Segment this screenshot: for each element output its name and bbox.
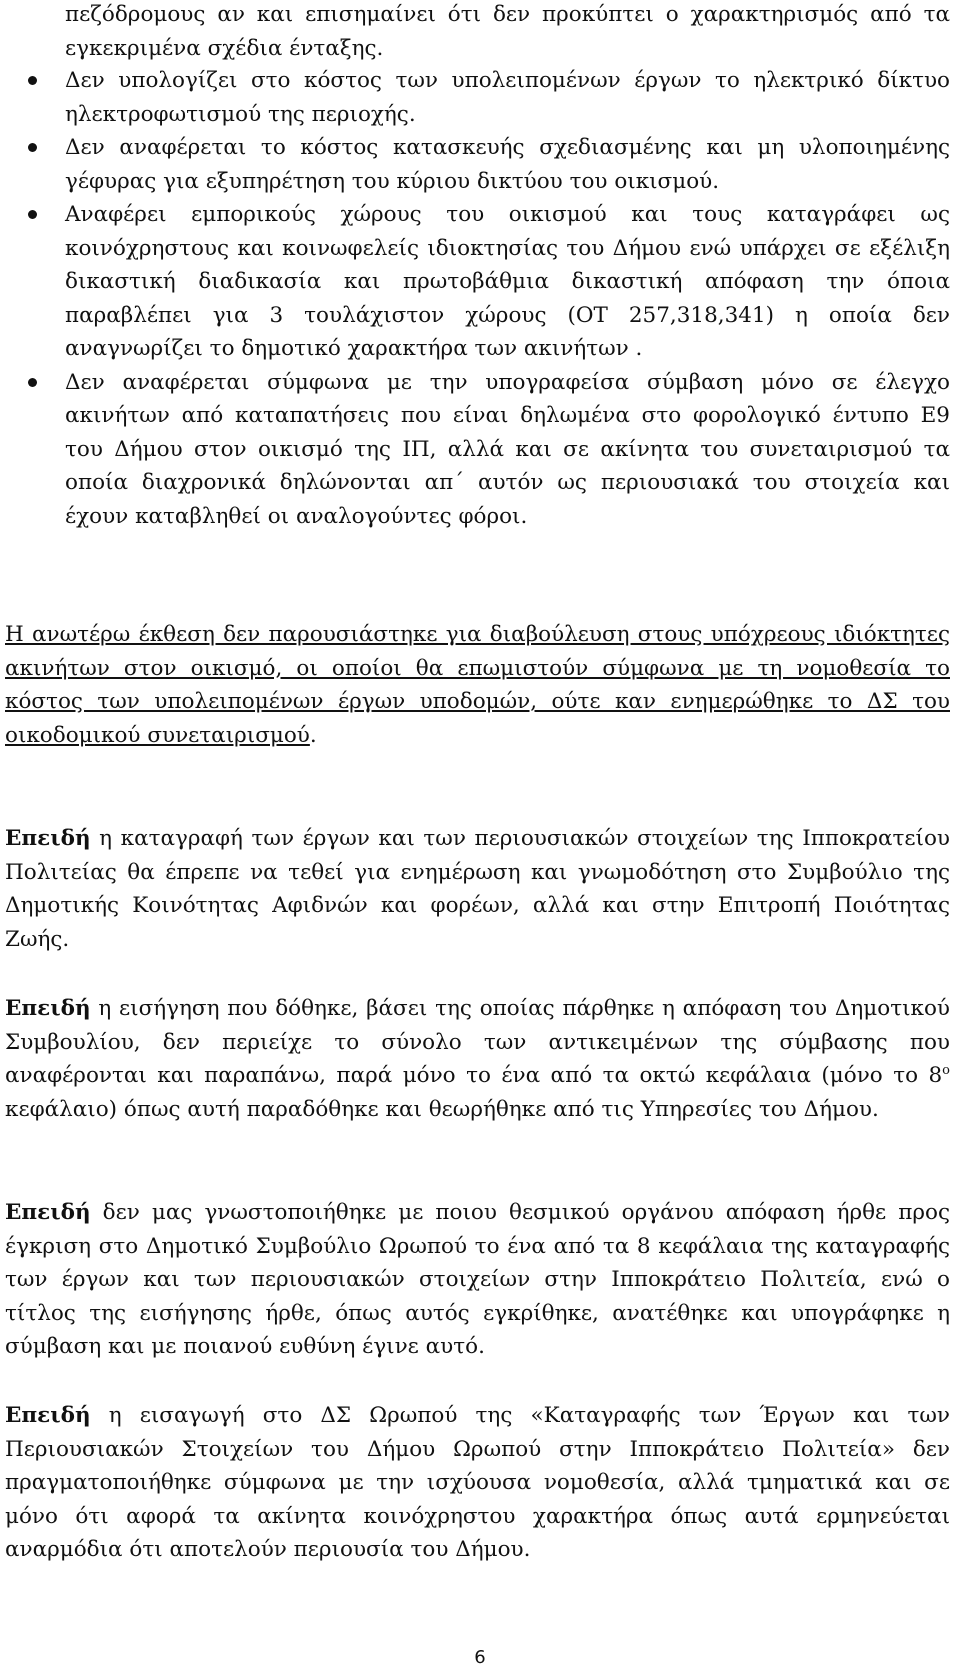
- paragraph-text: η εισαγωγή στο ΔΣ Ωρωπού της «Καταγραφής των Έργων και των Περιουσιακών Στοιχείων του Δήμου Ωρωπού στην Ιπποκράτειο Πολιτεία» δεν πραγματοποιήθηκε σύμφωνα με την ισχύουσα νομοθεσία, αλλά τμηματικά και σε μόνο ότι αφορά τα ακίνητα κοινόχρηστου χαρακτήρα όπως αυτά ερμηνεύεται αναρμόδια ότι αποτελούν περιουσία του Δήμου.: [5, 1403, 950, 1562]
- bullet-text: Δεν υπολογίζει στο κόστος των υπολειπομένων έργων το ηλεκτρικό δίκτυο ηλεκτροφωτισμού της περιοχής.: [65, 68, 950, 127]
- superscript: ο: [942, 1062, 950, 1078]
- bullet-item: [28, 198, 950, 366]
- page-number: 6: [474, 1647, 486, 1668]
- paragraph-2: [5, 992, 950, 1126]
- bullet-item: [28, 64, 950, 131]
- paragraph-text-continued: κεφάλαιο) όπως αυτή παραδόθηκε και θεωρήθηκε από τις Υπηρεσίες του Δήμου.: [5, 1096, 879, 1122]
- bullet-item: [28, 131, 950, 198]
- bullet-text: Δεν αναφέρεται το κόστος κατασκευής σχεδιασμένης και μη υλοποιημένης γέφυρας για εξυπηρέτηση του κύριου δικτύου του οικισμού.: [65, 135, 950, 194]
- paragraph-lead: Επειδή: [5, 1403, 91, 1428]
- bullet-dot-icon: [28, 76, 37, 85]
- bullet-item: [28, 366, 950, 534]
- paragraph-1: [5, 822, 950, 956]
- paragraph-lead: Επειδή: [5, 996, 91, 1021]
- bullet-dot-icon: [28, 378, 37, 387]
- continuation-text: πεζόδρομους αν και επισημαίνει ότι δεν προκύπτει ο χαρακτηρισμός από τα εγκεκριμένα σχέδια ένταξης.: [65, 2, 950, 61]
- underlined-text: Η ανωτέρω έκθεση δεν παρουσιάστηκε για διαβούλευση στους υπόχρεους ιδιόκτητες ακινήτων στον οικισμό, οι οποίοι θα επωμιστούν σύμφωνα με τη νομοθεσία το κόστος των υπολειπομένων έργων υποδομών, ούτε καν ενημερώθηκε το ΔΣ του οικοδομικού συνεταιρισμού: [5, 622, 950, 748]
- bullet-dot-icon: [28, 210, 37, 219]
- bullet-text: Αναφέρει εμπορικούς χώρους του οικισμού και τους καταγράφει ως κοινόχρηστους και κοινωφελείς ιδιοκτησίας του Δήμου ενώ υπάρχει σε εξέλιξη δικαστική διαδικασία και πρωτοβάθμια δικαστική απόφαση την όποια παραβλέπει για 3 τουλάχιστον χώρους (ΟΤ 257,318,341) η οποία δεν αναγνωρίζει το δημοτικό χαρακτήρα των ακινήτων .: [65, 202, 950, 361]
- underlined-end: .: [309, 722, 317, 748]
- paragraph-4: [5, 1399, 950, 1567]
- bullet-text: Δεν αναφέρεται σύμφωνα με την υπογραφείσα σύμβαση μόνο σε έλεγχο ακινήτων από καταπατήσεις που είναι δηλωμένα στο φορολογικό έντυπο Ε9 του Δήμου στον οικισμό της ΙΠ, αλλά και σε ακίνητα του συνεταιρισμού τα οποία διαχρονικά δηλώνονται απ΄ αυτόν ως περιουσιακά του στοιχεία και έχουν καταβληθεί οι αναλογούντες φόροι.: [65, 369, 950, 529]
- paragraph-lead: Επειδή: [5, 1200, 91, 1225]
- paragraph-lead: Επειδή: [5, 826, 91, 851]
- bullet-list: [28, 64, 950, 533]
- paragraph-text: η εισήγηση που δόθηκε, βάσει της οποίας πάρθηκε η απόφαση του Δημοτικού Συμβουλίου, δεν περιείχε το σύνολο των αντικειμένων της σύμβασης που αναφέρονται και παραπάνω, παρά μόνο το ένα από τα οκτώ κεφάλαια (μόνο το 8: [5, 996, 950, 1088]
- paragraph-text: δεν μας γνωστοποιήθηκε με ποιου θεσμικού οργάνου απόφαση ήρθε προς έγκριση στο Δημοτικό Συμβούλιο Ωρωπού το ένα από τα 8 κεφάλαια της καταγραφής των έργων και των περιουσιακών στοιχείων στην Ιπποκράτειο Πολιτεία, ενώ ο τίτλος της εισήγησης ήρθε, όπως αυτός εγκρίθηκε, ανατέθηκε και υπογράφηκε η σύμβαση και με ποιανού ευθύνη έγινε αυτό.: [5, 1200, 950, 1359]
- underlined-paragraph: [5, 618, 950, 752]
- bullet-dot-icon: [28, 143, 37, 152]
- paragraph-3: [5, 1196, 950, 1364]
- paragraph-text: η καταγραφή των έργων και των περιουσιακών στοιχείων της Ιπποκρατείου Πολιτείας θα έπρεπε να τεθεί για ενημέρωση και γνωμοδότηση στο Συμβούλιο της Δημοτικής Κοινότητας Αφιδνών και φορέων, αλλά και στην Επιτροπή Ποιότητας Ζωής.: [5, 826, 950, 952]
